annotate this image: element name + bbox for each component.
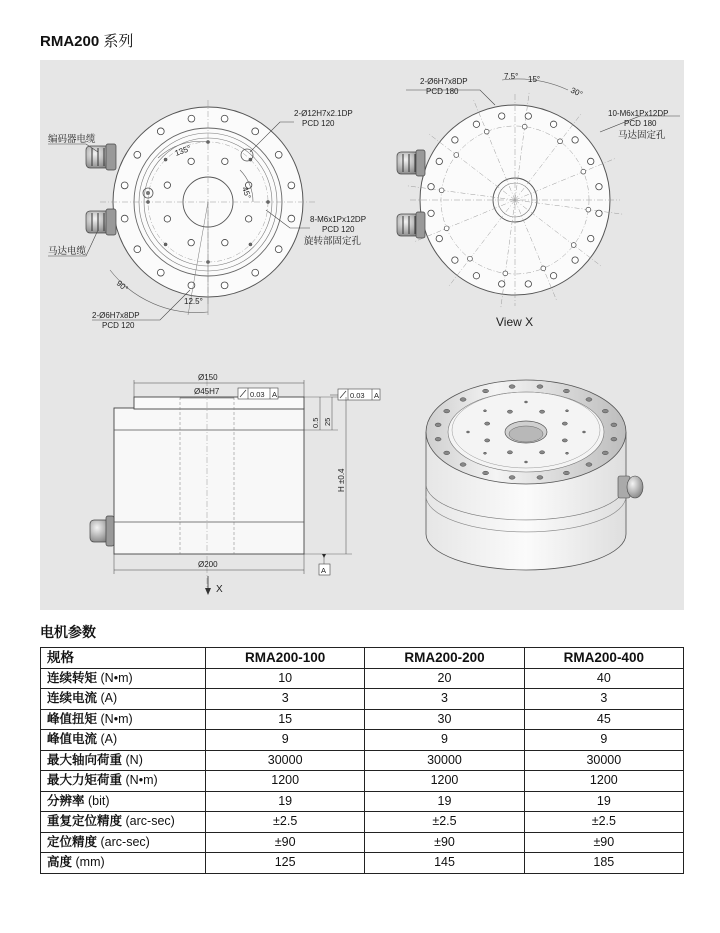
iso-small-hole [483,452,486,454]
param-label [41,812,206,833]
param-name: 峰值电流 [47,732,98,747]
param-unit: (N•m) [125,773,158,788]
param-unit: (arc-sec) [125,814,175,829]
param-value: 19 [524,791,683,812]
angle-45: 45° [240,185,253,201]
iso-small-hole [483,410,486,412]
iso-bolt-hole [460,398,466,402]
param-value: 1200 [206,771,365,792]
param-value: 145 [365,853,524,874]
small-hole [164,158,167,161]
param-value: 15 [206,709,365,730]
param-unit: (A) [100,732,118,747]
param-value: ±90 [206,832,365,853]
iso-bolt-hole [563,471,569,475]
tol-1: 0.03 [250,390,265,399]
bolt-hole [436,158,442,164]
iso-inner-hole [485,439,490,442]
bolt-hole [221,115,228,122]
series-model: RMA200 [40,33,100,50]
bolt-hole [428,184,434,190]
hole-rot-label: 旋转部固定孔 [304,236,362,247]
param-label [41,832,206,853]
param-value: 3 [365,689,524,710]
iso-inner-hole [485,422,490,425]
param-value: ±90 [524,832,683,853]
small-hole [266,200,269,203]
bolt-hole [588,235,594,241]
table-row [41,853,684,874]
side-view [90,373,380,595]
iso-small-hole [525,401,528,403]
param-value: 125 [206,853,365,874]
bolt-hole [499,113,505,119]
iso-bolt-hole [586,398,592,402]
motor-connector [86,209,116,235]
table-row [41,709,684,730]
iso-bolt-hole [483,471,489,475]
viewx-hole-motor-label: 马达固定孔 [618,130,666,141]
iso-small-hole [525,461,528,463]
iso-bolt-hole [611,437,617,441]
params-title: 电机参数 [40,624,96,640]
param-label [41,730,206,751]
iso-bolt-hole [509,385,515,389]
bolt-hole [164,182,170,188]
viewx-connector-2 [397,212,425,238]
series-suffix: 系列 [103,33,134,50]
param-unit: (N) [125,752,143,767]
angle-15: 15° [528,75,541,84]
param-value: 9 [206,730,365,751]
iso-inner-hole [539,410,544,413]
dim-height: H ±0.4 [337,468,346,492]
hole-pin-pcd: PCD 120 [102,321,135,330]
iso-inner-hole [562,422,567,425]
bolt-hole [452,257,458,263]
bolt-hole [275,246,282,253]
params-header-model-3: RMA200-400 [524,648,683,669]
bolt-hole [188,115,195,122]
iso-small-hole [583,431,586,433]
iso-small-hole [566,410,569,412]
param-unit: (A) [100,691,118,706]
param-value: 30000 [206,750,365,771]
motor-hole [468,256,473,261]
bolt-hole [134,246,141,253]
params-header-model-2: RMA200-200 [365,648,524,669]
view-x [397,72,680,329]
bolt-hole [121,215,128,222]
bolt-hole [428,210,434,216]
iso-inner-hole [507,451,512,454]
iso-bolt-hole [586,463,592,467]
params-table [40,647,684,874]
param-value: ±2.5 [365,812,524,833]
params-header-model-1: RMA200-100 [206,648,365,669]
bolt-hole [121,182,128,189]
table-row [41,791,684,812]
motor-hole [581,169,586,174]
param-value: 1200 [524,771,683,792]
view-dir-x: X [216,584,223,595]
bolt-hole [245,216,251,222]
table-row [41,730,684,751]
param-label [41,853,206,874]
iso-connector [618,476,643,498]
iso-bolt-hole [563,389,569,393]
series-title [40,30,133,51]
hole-top-pcd: PCD 120 [302,119,335,128]
iso-small-hole [566,452,569,454]
bolt-hole [596,210,602,216]
iso-bolt-hole [435,437,441,441]
bolt-hole [525,281,531,287]
datum-a: A [321,566,327,575]
param-value: 1200 [365,771,524,792]
param-name: 分辨率 [47,793,85,808]
iso-bolt-hole [444,409,450,413]
dim-25: 25 [323,417,332,426]
param-label [41,689,206,710]
params-body [41,668,684,873]
bolt-hole [164,216,170,222]
iso-bolt-hole [435,423,441,427]
hole-pin-spec: 2-Ø6H7x8DP [92,311,140,320]
bolt-hole [188,239,194,245]
bolt-hole [157,128,164,135]
bolt-hole [436,235,442,241]
param-value: 19 [206,791,365,812]
iso-bolt-hole [444,451,450,455]
hole-rot-spec: 8-M6x1Px12DP [310,215,367,224]
viewx-hole-pin-pcd: PCD 180 [426,87,459,96]
bolt-hole [499,281,505,287]
iso-bolt-hole [537,385,543,389]
viewx-hole-pin-spec: 2-Ø6H7x8DP [420,77,468,86]
motor-hole [522,124,527,129]
bolt-hole [452,137,458,143]
bolt-hole [550,273,556,279]
dim-dia-45: Ø45H7 [194,387,220,396]
table-row [41,771,684,792]
param-name: 最大轴向荷重 [47,752,123,767]
param-name: 定位精度 [47,834,98,849]
param-unit: (mm) [75,855,105,870]
param-value: 3 [524,689,683,710]
param-unit: (arc-sec) [100,834,150,849]
iso-inner-hole [562,439,567,442]
param-value: 9 [365,730,524,751]
motor-hole [571,243,576,248]
hole-rot-pcd: PCD 120 [322,225,355,234]
small-hole [249,243,252,246]
angle-12-5: 12.5° [184,297,203,306]
param-label [41,791,206,812]
iso-bolt-hole [602,409,608,413]
param-value: 9 [524,730,683,751]
tol-2: 0.03 [350,391,365,400]
bolt-hole [157,269,164,276]
drawing-panel [40,60,684,610]
param-name: 最大力矩荷重 [47,773,123,788]
param-name: 峰值扭矩 [47,711,98,726]
motor-hole [444,226,449,231]
motor-hole [503,271,508,276]
param-value: 45 [524,709,683,730]
technical-drawings [40,60,684,610]
motor-cable-label: 马达电缆 [48,246,87,257]
dim-dia-200: Ø200 [198,560,218,569]
encoder-connector [86,144,116,170]
viewx-title: View X [496,315,534,329]
iso-bolt-hole [537,476,543,480]
param-value: 30000 [524,750,683,771]
dim-0-5: 0.5 [311,417,320,428]
hole-top-spec: 2-Ø12H7x2.1DP [294,109,353,118]
dim-dia-150: Ø150 [198,373,218,382]
bolt-hole [222,239,228,245]
param-value: ±2.5 [524,812,683,833]
viewx-hole-motor-spec: 10-M6x1Px12DP [608,109,669,118]
bolt-hole [188,158,194,164]
iso-bolt-hole [611,423,617,427]
iso-bolt-hole [509,476,515,480]
tol-ref-1: A [272,390,278,399]
bolt-hole [525,113,531,119]
param-value: 20 [365,668,524,689]
viewx-hole-motor-pcd: PCD 180 [624,119,657,128]
param-unit: (N•m) [100,670,133,685]
bolt-hole [221,282,228,289]
bolt-hole [596,184,602,190]
iso-small-hole [467,431,470,433]
encoder-cable-label: 编码器电缆 [48,134,96,145]
param-unit: (bit) [88,793,110,808]
viewx-connector-1 [397,150,425,176]
bolt-hole [252,269,259,276]
iso-bolt-hole [460,463,466,467]
param-value: 30 [365,709,524,730]
iso-view [426,380,643,570]
bolt-hole [288,182,295,189]
motor-hole [439,188,444,193]
param-value: 19 [365,791,524,812]
param-name: 连续转矩 [47,670,98,685]
bolt-hole [288,215,295,222]
angle-7-5: 7.5° [504,72,519,81]
params-header-row [41,648,684,669]
param-name: 高度 [47,855,73,870]
bolt-hole [134,151,141,158]
bolt-hole [588,158,594,164]
motor-hole [558,139,563,144]
param-label [41,750,206,771]
table-row [41,668,684,689]
param-name: 重复定位精度 [47,814,123,829]
iso-bolt-hole [483,389,489,393]
angle-90: 90° [114,278,130,294]
table-row [41,689,684,710]
angle-135: 135° [173,143,193,158]
bolt-hole [473,121,479,127]
table-row [41,812,684,833]
params-header-label: 规格 [41,648,206,669]
param-name: 连续电流 [47,691,98,706]
param-unit: (N•m) [100,711,133,726]
front-view [48,100,366,330]
param-value: 10 [206,668,365,689]
motor-hole [454,153,459,158]
iso-bolt-hole [602,451,608,455]
motor-hole [484,129,489,134]
small-hole [146,200,149,203]
param-label [41,771,206,792]
param-value: 3 [206,689,365,710]
param-value: 185 [524,853,683,874]
motor-hole [586,207,591,212]
param-value: ±90 [365,832,524,853]
bolt-hole [222,158,228,164]
bolt-hole [275,151,282,158]
bolt-hole [473,273,479,279]
motor-hole [541,266,546,271]
small-hole [164,243,167,246]
param-value: ±2.5 [206,812,365,833]
bolt-hole [550,121,556,127]
tol-ref-2: A [374,391,380,400]
angle-30: 30° [569,85,584,99]
param-value: 30000 [365,750,524,771]
bolt-hole [252,128,259,135]
iso-inner-hole [507,410,512,413]
table-row [41,750,684,771]
bolt-hole [572,257,578,263]
param-label [41,709,206,730]
table-row [41,832,684,853]
param-label [41,668,206,689]
iso-inner-hole [539,451,544,454]
param-value: 40 [524,668,683,689]
bolt-hole [572,137,578,143]
